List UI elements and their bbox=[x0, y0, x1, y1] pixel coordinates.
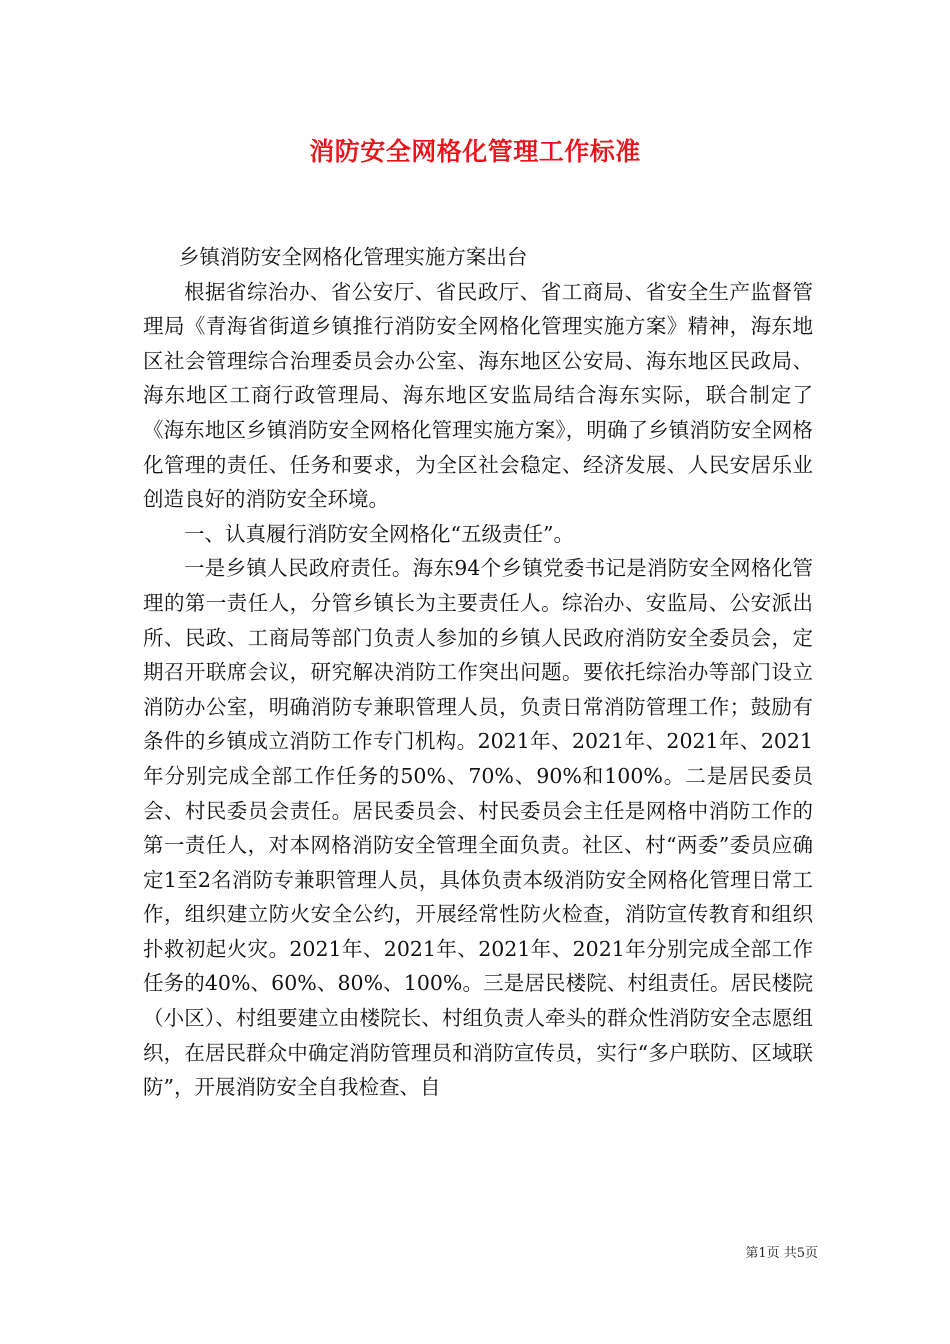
paragraph-section-heading: 一、认真履行消防安全网格化“五级责任”。 bbox=[184, 521, 574, 546]
paragraph-intro: 根据省综治办、省公安厅、省民政厅、省工商局、省安全生产监督管理局《青海省街道乡镇推行消防安全网格化管理实施方案》精神，海东地区社会管理综合治理委员会办公室、海东地区公安局、海东地区民政局、海东地区工商行政管理局、海东地区安监局结合海东实际，联合制定了《海东地区乡镇消防安全网格化管理实施方案》，明确了乡镇消防安全网格化管理的责任、任务和要求，为全区社会稳定、经济发展、人民安居乐业创造良好的消防安全环境。 bbox=[143, 279, 813, 512]
paragraph-subtitle: 乡镇消防安全网格化管理实施方案出台 bbox=[178, 245, 528, 269]
document-title: 消防安全网格化管理工作标准 bbox=[309, 137, 641, 166]
paragraph-responsibilities: 一是乡镇人民政府责任。海东94个乡镇党委书记是消防安全网格化管理的第一责任人，分管乡镇长为主要责任人。综治办、安监局、公安派出所、民政、工商局等部门负责人参加的乡镇人民政府消防安全委员会，定期召开联席会议，研究解决消防工作突出问题。要依托综治办等部门设立消防办公室，明确消防专兼职管理人员，负责日常消防管理工作；鼓励有条件的乡镇成立消防工作专门机构。2021年、2021年、2021年、2021年分别完成全部工作任务的50%、70%、90%和100%。二是居民委员会、村民委员会责任。居民委员会、村民委员会主任是网格中消防工作的第一责任人，对本网格消防安全管理全面负责。社区、村“两委”委员应确定1至2名消防专兼职管理人员，具体负责本级消防安全网格化管理日常工作，组织建立防火安全公约，开展经常性防火检查，消防宣传教育和组织扑救初起火灾。2021年、2021年、2021年、2021年分别完成全部工作任务的40%、60%、80%、100%。三是居民楼院、村组责任。居民楼院（小区）、村组要建立由楼院长、村组负责人牵头的群众性消防安全志愿组织，在居民群众中确定消防管理员和消防宣传员，实行“多户联防、区域联防”，开展消防安全自我检查、自 bbox=[143, 556, 813, 1100]
page-number-footer: 第1页 共5页 bbox=[745, 1246, 818, 1261]
document-body bbox=[143, 240, 813, 1105]
